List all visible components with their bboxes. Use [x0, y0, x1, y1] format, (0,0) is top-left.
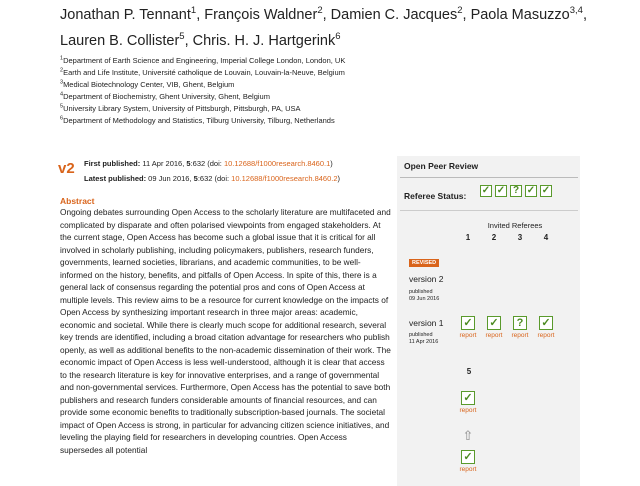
- author-list: [60, 2, 600, 54]
- affiliation: $^3$Medical Biotechnology Center, VIB, Ghent, Belgium: [60, 79, 235, 89]
- divider: [400, 177, 578, 178]
- version-2-link[interactable]: version 2: [409, 274, 444, 284]
- affiliation: $^6$Department of Methodology and Statistics, Tilburg University, Tilburg, Netherlands: [60, 115, 335, 125]
- version-1-link[interactable]: version 1: [409, 318, 444, 328]
- author-line-1: [60, 2, 600, 28]
- doi-link[interactable]: 10.12688/f1000research.8460.2: [231, 174, 338, 183]
- report-link[interactable]: report: [459, 332, 477, 339]
- affiliation: $^5$University Library System, University of Pittsburgh, Pittsburgh, PA, USA: [60, 103, 301, 113]
- author[interactable]: Jonathan P. Tennant$^1$: [60, 5, 197, 23]
- reservations-icon: ?: [510, 185, 522, 197]
- panel-title: Open Peer Review: [404, 161, 479, 171]
- approved-icon: ✓: [461, 450, 475, 464]
- referee-5-report-v1[interactable]: [455, 450, 481, 473]
- version-1-published: published 11 Apr 2016: [409, 332, 439, 345]
- author-separator: ,: [582, 7, 587, 23]
- approved-icon: ✓: [481, 185, 491, 196]
- approved-icon: ✓: [461, 316, 475, 330]
- first-published-line: First published: 11 Apr 2016, 5:632 (doi: 10.12688/f1000research.8460.1): [84, 159, 333, 168]
- abstract-text: Ongoing debates surrounding Open Access to the scholarly literature are multifaceted and complicated by disparate and often polarised viewpoints from engaged stakeholders. At the current stage, Open Access has become such a global issue that it is critical for all involved in scholarly publishing, including policymakers, publishers, research funders, governments, learned societies, librarians, and academic communities, to be well-informed on the history, benefits, and pitfalls of Open Access. In spite of this, there is a general lack of consensus regarding the potential pros and cons of Open Access at multiple levels. This review aims to be a resource for current knowledge on the impacts of Open Access by synthesizing important research in three major areas: academic, economic and societal. While there is clearly much scope for additional research, several key trends are identified, including a broad citation advantage for researchers who publish openly, as well as additional benefits to the non-academic dissemination of their work. The economic impact of Open Access is less well-understood, although it is clear that access to the research literature is key for innovative enterprises, and a range of governmental and non-governmental services. Furthermore, Open Access has the potential to save both publishers and research funders considerable amounts of financial resources, and can provide some economic benefits to traditionally subscription-based journals. The societal impact of Open Access is strong, in particular for advancing citizen science initiatives, and leveling the playing field for researchers in developing countries. Open Access supersedes all potential: [60, 207, 391, 455]
- referee-5-report-v2[interactable]: [455, 391, 481, 414]
- report-link[interactable]: report: [511, 332, 529, 339]
- affiliation: $^2$Earth and Life Institute, Université catholique de Louvain, Louvain-la-Neuve, Belgium: [60, 67, 345, 77]
- referee-column-1: 1: [465, 233, 471, 242]
- divider: [400, 210, 578, 211]
- report-link[interactable]: report: [537, 332, 555, 339]
- approved-icon: ✓: [539, 316, 553, 330]
- referee-status-icons: [480, 185, 552, 197]
- latest-published-line: Latest published: 09 Jun 2016, 5:632 (doi: 10.12688/f1000research.8460.2): [84, 174, 341, 183]
- invited-referees-label: Invited Referees: [487, 221, 543, 230]
- referee-1-report[interactable]: [455, 316, 481, 339]
- referee-column-3: 3: [517, 233, 523, 242]
- referee-column-4: 4: [543, 233, 549, 242]
- approved-icon: ✓: [461, 391, 475, 405]
- referee-column-5: 5: [466, 367, 472, 376]
- reservations-icon: ?: [513, 316, 527, 330]
- referee-status-label: Referee Status:: [404, 191, 467, 201]
- up-arrow-icon: ⇧: [462, 428, 474, 443]
- referee-4-report[interactable]: [533, 316, 559, 339]
- version-tag: v2: [58, 160, 75, 177]
- version-2-published: published 09 Jun 2016: [409, 289, 440, 302]
- author[interactable]: , Damien C. Jacques$^2$: [322, 5, 463, 23]
- affiliation: $^1$Department of Earth Science and Engineering, Imperial College London, London, UK: [60, 55, 346, 65]
- affiliations: [60, 55, 600, 127]
- affiliation: $^4$Department of Biochemistry, Ghent University, Ghent, Belgium: [60, 91, 270, 101]
- approved-icon: ✓: [526, 185, 536, 196]
- approved-icon: ✓: [541, 185, 551, 196]
- abstract-heading: Abstract: [60, 196, 95, 206]
- referee-3-report[interactable]: [507, 316, 533, 339]
- report-link[interactable]: report: [485, 332, 503, 339]
- approved-icon: ✓: [496, 185, 506, 196]
- referee-column-2: 2: [491, 233, 497, 242]
- author[interactable]: Lauren B. Collister$^5$: [60, 31, 185, 49]
- author[interactable]: , Paola Masuzzo$^{3,4}$: [462, 5, 583, 23]
- approved-icon: ✓: [487, 316, 501, 330]
- report-link[interactable]: report: [459, 407, 477, 414]
- report-link[interactable]: report: [459, 466, 477, 473]
- revised-badge: REVISED: [409, 259, 439, 267]
- author-line-2: [60, 28, 600, 54]
- doi-link[interactable]: 10.12688/f1000research.8460.1: [223, 159, 331, 168]
- author[interactable]: , Chris. H. J. Hartgerink$^6$: [184, 31, 341, 49]
- referee-2-report[interactable]: [481, 316, 507, 339]
- author[interactable]: , François Waldner$^2$: [196, 5, 323, 23]
